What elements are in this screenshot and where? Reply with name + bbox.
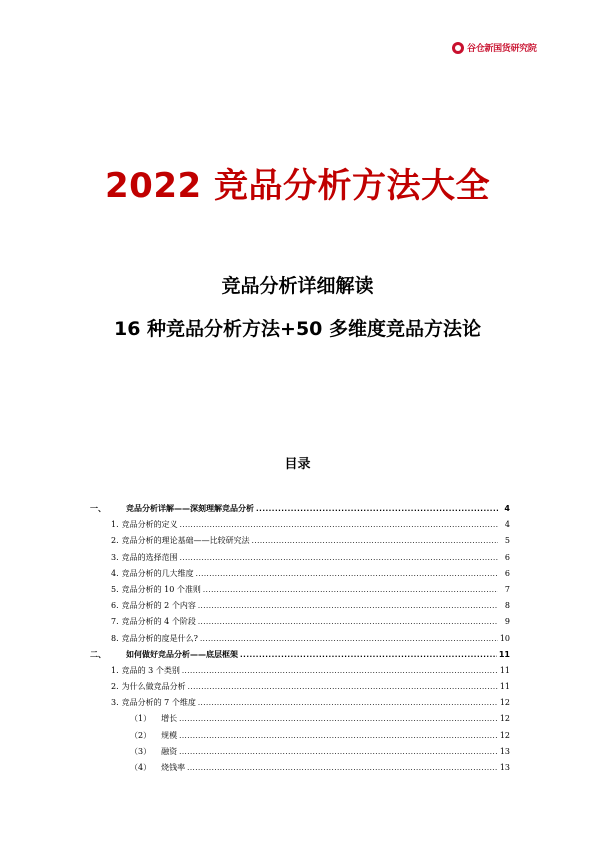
toc-entry-title: 烧钱率 — [161, 763, 186, 772]
brand-logo — [452, 41, 537, 54]
toc-entry-number: 1. — [111, 665, 119, 675]
toc-entry-title: 规模 — [161, 730, 178, 740]
toc-entry[interactable] — [90, 616, 510, 632]
toc-leader-dots — [256, 504, 498, 513]
toc-entry-title: 竞品分析详解——深刻理解竞品分析 — [126, 504, 254, 513]
toc-entry[interactable] — [90, 681, 510, 697]
toc-leader-dots — [200, 634, 498, 643]
toc-leader-dots — [187, 763, 498, 772]
toc-leader-dots — [179, 731, 498, 740]
toc-entry-page: 13 — [499, 763, 510, 772]
toc-entry-title: 竞品分析的几大维度 — [121, 568, 194, 578]
toc-leader-dots — [203, 585, 498, 594]
logo-text: 谷仓新国货研究院 — [467, 44, 537, 54]
logo-mark-icon — [452, 42, 464, 54]
toc-entry[interactable] — [90, 713, 510, 729]
toc-leader-dots — [179, 747, 498, 756]
toc-entry-number: 一、 — [90, 504, 106, 513]
toc-leader-dots — [179, 714, 498, 723]
toc-entry-title: 竞品分析的 7 个维度 — [121, 698, 196, 708]
toc-entry-number: 8. — [111, 633, 119, 643]
toc-entry-title: 竞品分析的 2 个内容 — [121, 601, 196, 611]
toc-entry-title: 竞品的选择范围 — [121, 552, 178, 562]
toc-entry[interactable] — [90, 730, 510, 746]
toc-entry-number: 6. — [111, 601, 119, 611]
document-subtitle-2: 16 种竞品分析方法+50 多维度竞品方法论 — [113, 318, 482, 340]
toc-entry-page: 10 — [499, 633, 510, 643]
toc-entry[interactable] — [90, 649, 510, 665]
toc-entry-number: 3. — [111, 552, 119, 562]
toc-leader-dots — [240, 650, 497, 659]
toc-entry-page: 6 — [504, 568, 510, 578]
table-of-contents — [90, 503, 510, 778]
toc-entry-number: 2. — [111, 536, 119, 546]
toc-entry-title: 竞品分析的定义 — [121, 520, 178, 530]
toc-entry-page: 6 — [504, 552, 510, 562]
toc-entry-number: 3. — [111, 698, 119, 708]
toc-entry-number: 1. — [111, 520, 119, 530]
toc-entry-title: 增长 — [161, 714, 178, 724]
toc-entry-page: 9 — [504, 617, 510, 627]
toc-entry-title: 如何做好竞品分析——底层框架 — [126, 649, 238, 659]
toc-entry-page: 7 — [504, 584, 510, 594]
toc-leader-dots — [198, 617, 498, 626]
toc-entry-page: 13 — [499, 746, 510, 756]
toc-entry-number: （4） — [130, 763, 152, 772]
toc-entry-title: 竞品分析的度是什么? — [121, 633, 198, 643]
toc-entry[interactable] — [90, 665, 510, 681]
toc-entry-number: （2） — [130, 730, 152, 740]
toc-leader-dots — [182, 666, 498, 675]
toc-entry-page: 8 — [504, 601, 510, 611]
toc-entry-number: 7. — [111, 617, 119, 627]
toc-entry-page: 11 — [499, 682, 510, 692]
toc-entry-number: （3） — [130, 746, 152, 756]
toc-entry-title: 竞品分析的 10 个准则 — [121, 584, 201, 594]
toc-entry[interactable] — [90, 568, 510, 584]
toc-entry[interactable] — [90, 519, 510, 535]
toc-entry-page: 12 — [499, 730, 510, 740]
toc-entry[interactable] — [90, 746, 510, 762]
toc-entry[interactable] — [90, 600, 510, 616]
toc-leader-dots — [180, 553, 498, 562]
document-subtitle-1: 竞品分析详细解读 — [221, 275, 374, 297]
toc-entry-page: 11 — [498, 649, 510, 659]
toc-entry-page: 12 — [499, 714, 510, 724]
toc-leader-dots — [180, 520, 498, 529]
toc-entry[interactable] — [90, 584, 510, 600]
toc-entry-title: 竞品分析的理论基础——比较研究法 — [121, 536, 250, 546]
toc-leader-dots — [196, 569, 498, 578]
toc-entry[interactable] — [90, 762, 510, 778]
toc-leader-dots — [188, 682, 498, 691]
toc-leader-dots — [252, 536, 498, 545]
toc-entry-number: 5. — [111, 584, 119, 594]
document-title: 2022 竞品分析方法大全 — [105, 166, 490, 206]
toc-entry[interactable] — [90, 633, 510, 649]
toc-entry-page: 11 — [499, 665, 510, 675]
toc-heading: 目录 — [284, 457, 311, 472]
toc-entry-page: 12 — [499, 698, 510, 708]
toc-entry[interactable] — [90, 503, 510, 519]
toc-entry[interactable] — [90, 535, 510, 551]
toc-leader-dots — [198, 601, 498, 610]
toc-leader-dots — [198, 698, 498, 707]
toc-entry[interactable] — [90, 552, 510, 568]
toc-entry-title: 为什么做竞品分析 — [121, 682, 186, 692]
toc-entry-number: （1） — [130, 714, 152, 724]
toc-entry-page: 5 — [504, 536, 510, 546]
toc-entry-title: 竞品的 3 个类别 — [121, 665, 180, 675]
toc-entry-page: 4 — [504, 504, 510, 513]
toc-entry-title: 融资 — [161, 746, 178, 756]
toc-entry-page: 4 — [504, 520, 510, 530]
toc-entry-number: 2. — [111, 682, 119, 692]
toc-entry-number: 二、 — [90, 649, 106, 659]
toc-entry[interactable] — [90, 697, 510, 713]
toc-entry-number: 4. — [111, 568, 119, 578]
toc-entry-title: 竞品分析的 4 个阶段 — [121, 617, 196, 627]
